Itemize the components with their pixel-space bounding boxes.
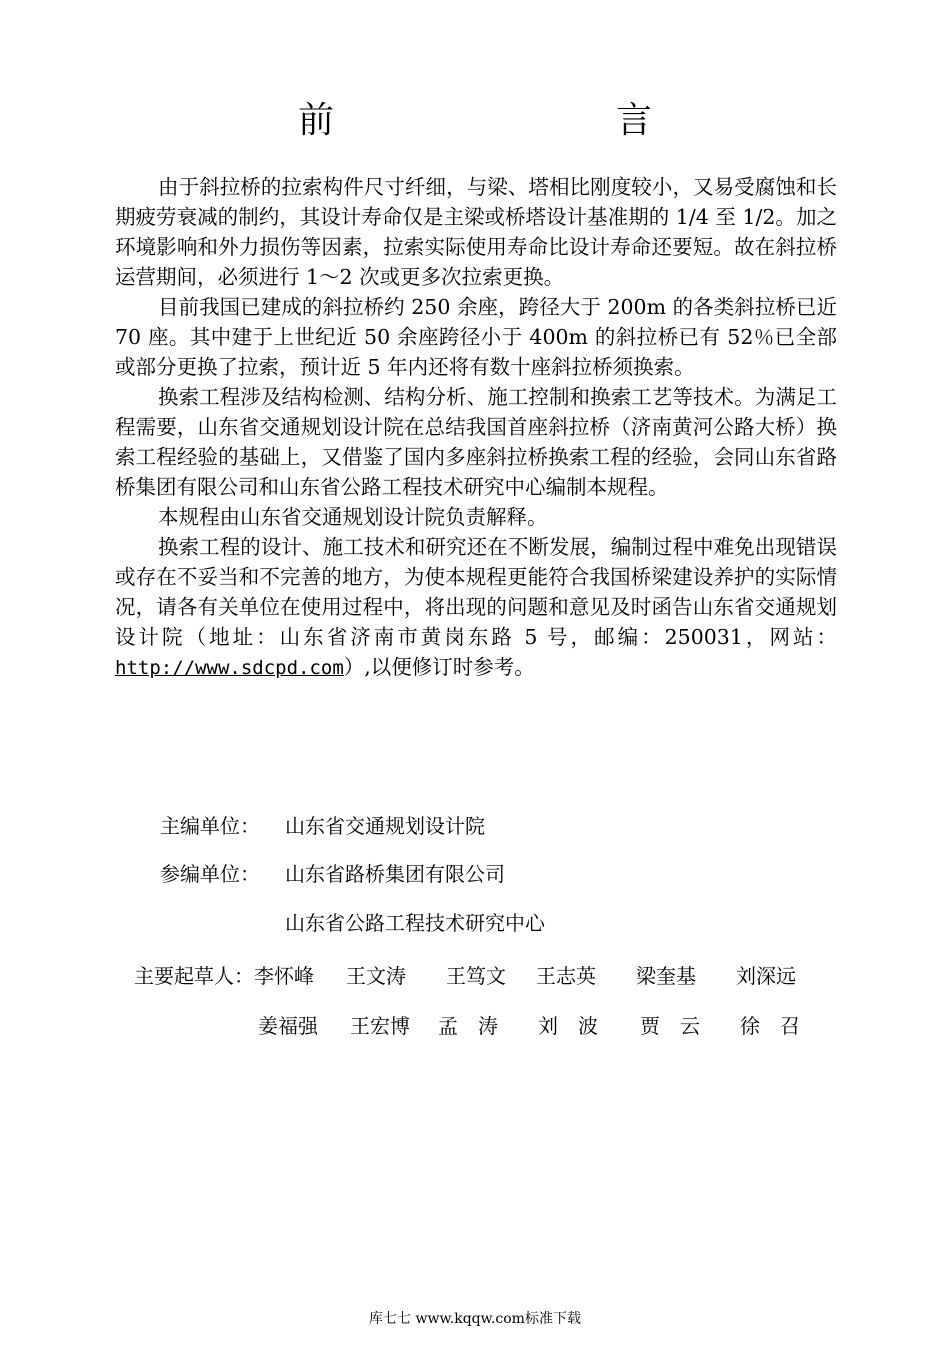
drafter-name: 刘深远 <box>736 964 796 988</box>
chief-unit <box>160 810 485 839</box>
drafter-name: 王文涛 <box>346 964 406 988</box>
drafter-name: 李怀峰 <box>254 964 314 988</box>
chief-unit-label: 主编单位： <box>160 814 260 838</box>
drafter-name: 王宏博 <box>350 1014 410 1038</box>
drafters-row-1 <box>134 960 796 989</box>
paragraph-text: 换索工程的设计、施工技术和研究还在不断发展，编制过程中难免出现错误或存在不妥当和不完善的地方，为使本规程更能符合我国桥梁建设养护的实际情况，请各有关单位在使用过程中，将出现的问题和意见及时函告山东省交通规划设计院（地址：山东省济南市黄岗东路 5 号，邮编：250031，网站： <box>115 535 837 649</box>
drafter-name: 王志英 <box>536 964 596 988</box>
footer-watermark: 库七七 www.kqqw.com标准下载 <box>369 1311 581 1327</box>
drafter-name: 刘 波 <box>538 1014 598 1038</box>
chief-unit-value: 山东省交通规划设计院 <box>285 814 485 838</box>
participating-unit-value: 山东省路桥集团有限公司 <box>285 862 505 886</box>
drafter-name: 孟 涛 <box>438 1014 498 1038</box>
drafter-name: 贾 云 <box>640 1014 700 1038</box>
drafter-name: 王笃文 <box>446 964 506 988</box>
drafter-name: 梁奎基 <box>636 964 696 988</box>
paragraph: 目前我国已建成的斜拉桥约 250 余座，跨径大于 200m 的各类斜拉桥已近 70 座。其中建于上世纪近 50 余座跨径小于 400m 的斜拉桥已有 52％已全部或部分更换了拉索，预计近 5 年内还将有数十座斜拉桥须换索。 <box>115 295 837 379</box>
paragraph: 本规程由山东省交通规划设计院负责解释。 <box>158 505 548 529</box>
drafter-name: 姜福强 <box>258 1014 318 1038</box>
participating-unit <box>285 907 545 936</box>
page-title: 前 言 <box>297 100 722 141</box>
participating-unit-value: 山东省公路工程技术研究中心 <box>285 911 545 935</box>
drafters-row-2 <box>258 1010 800 1039</box>
participating-unit <box>160 858 505 887</box>
paragraph: 换索工程涉及结构检测、结构分析、施工控制和换索工艺等技术。为满足工程需要，山东省交通规划设计院在总结我国首座斜拉桥（济南黄河公路大桥）换索工程经验的基础上，又借鉴了国内多座斜拉桥换索工程的经验，会同山东省路桥集团有限公司和山东省公路工程技术研究中心编制本规程。 <box>115 385 837 499</box>
paragraph: 由于斜拉桥的拉索构件尺寸纤细，与梁、塔相比刚度较小，又易受腐蚀和长期疲劳衰减的制约，其设计寿命仅是主梁或桥塔设计基准期的 1/4 至 1/2。加之环境影响和外力损伤等因素，拉索实际使用寿命比设计寿命还要短。故在斜拉桥运营期间，必须进行 1～2 次或更多次拉索更换。 <box>115 175 837 289</box>
participating-unit-label: 参编单位： <box>160 862 260 886</box>
website-link[interactable]: http://www.sdcpd.com <box>115 657 344 679</box>
paragraph-tail: ）,以便修订时参考。 <box>343 655 535 679</box>
preface-body <box>115 172 837 683</box>
drafters-label: 主要起草人： <box>134 964 254 988</box>
paragraph <box>115 532 837 683</box>
drafter-name: 徐 召 <box>740 1014 800 1038</box>
